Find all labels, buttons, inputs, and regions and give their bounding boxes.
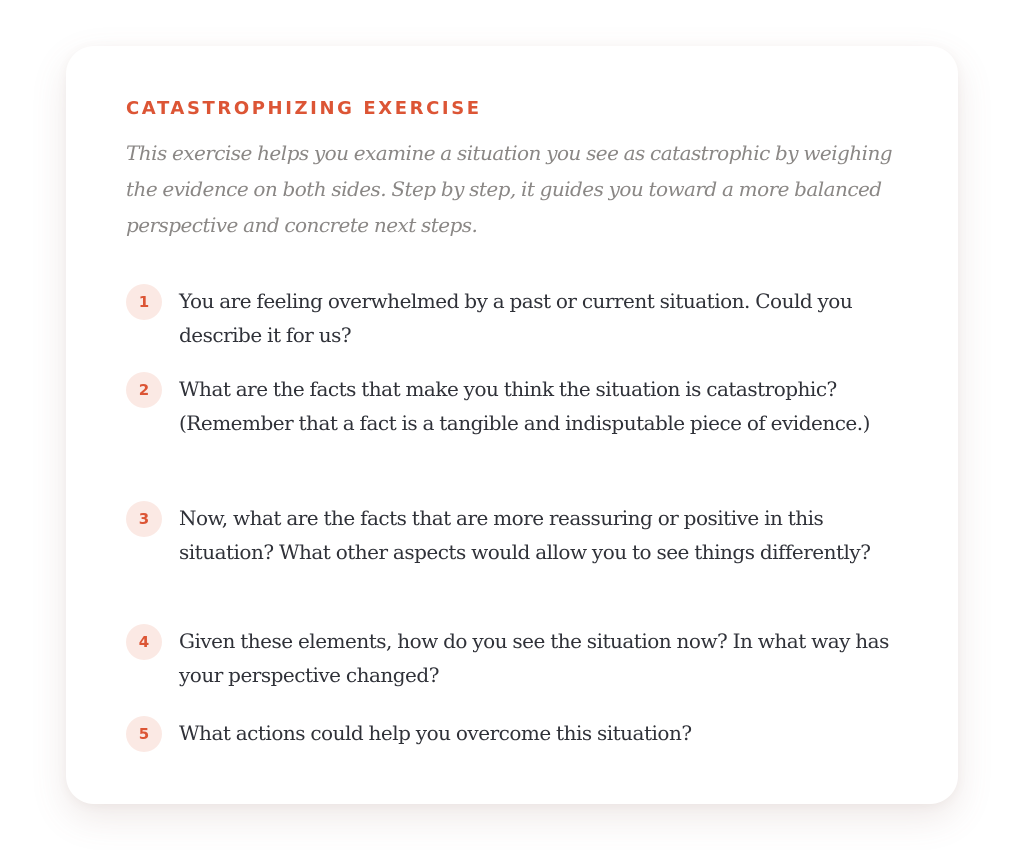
step-question: What actions could help you overcome this situation?	[179, 721, 692, 745]
step-number-badge: 5	[126, 716, 162, 752]
exercise-card	[66, 46, 958, 804]
step-number-badge: 3	[126, 501, 162, 537]
step-question: What are the facts that make you think the situation is catastrophic? (Remember that a fact is a tangible and indisputable piece of evidence.)	[179, 377, 870, 435]
step-question: You are feeling overwhelmed by a past or current situation. Could you describe it for us?	[179, 289, 853, 347]
exercise-title: CATASTROPHIZING EXERCISE	[126, 98, 482, 119]
step-number-badge: 2	[126, 372, 162, 408]
step-question: Given these elements, how do you see the situation now? In what way has your perspective changed?	[179, 629, 889, 687]
step-number-badge: 4	[126, 624, 162, 660]
step-number-badge: 1	[126, 284, 162, 320]
step-question: Now, what are the facts that are more reassuring or positive in this situation? What other aspects would allow you to see things differently?	[179, 506, 871, 564]
exercise-intro: This exercise helps you examine a situation you see as catastrophic by weighing the evidence on both sides. Step by step, it guides you toward a more balanced perspective and concrete next steps.	[126, 141, 893, 237]
